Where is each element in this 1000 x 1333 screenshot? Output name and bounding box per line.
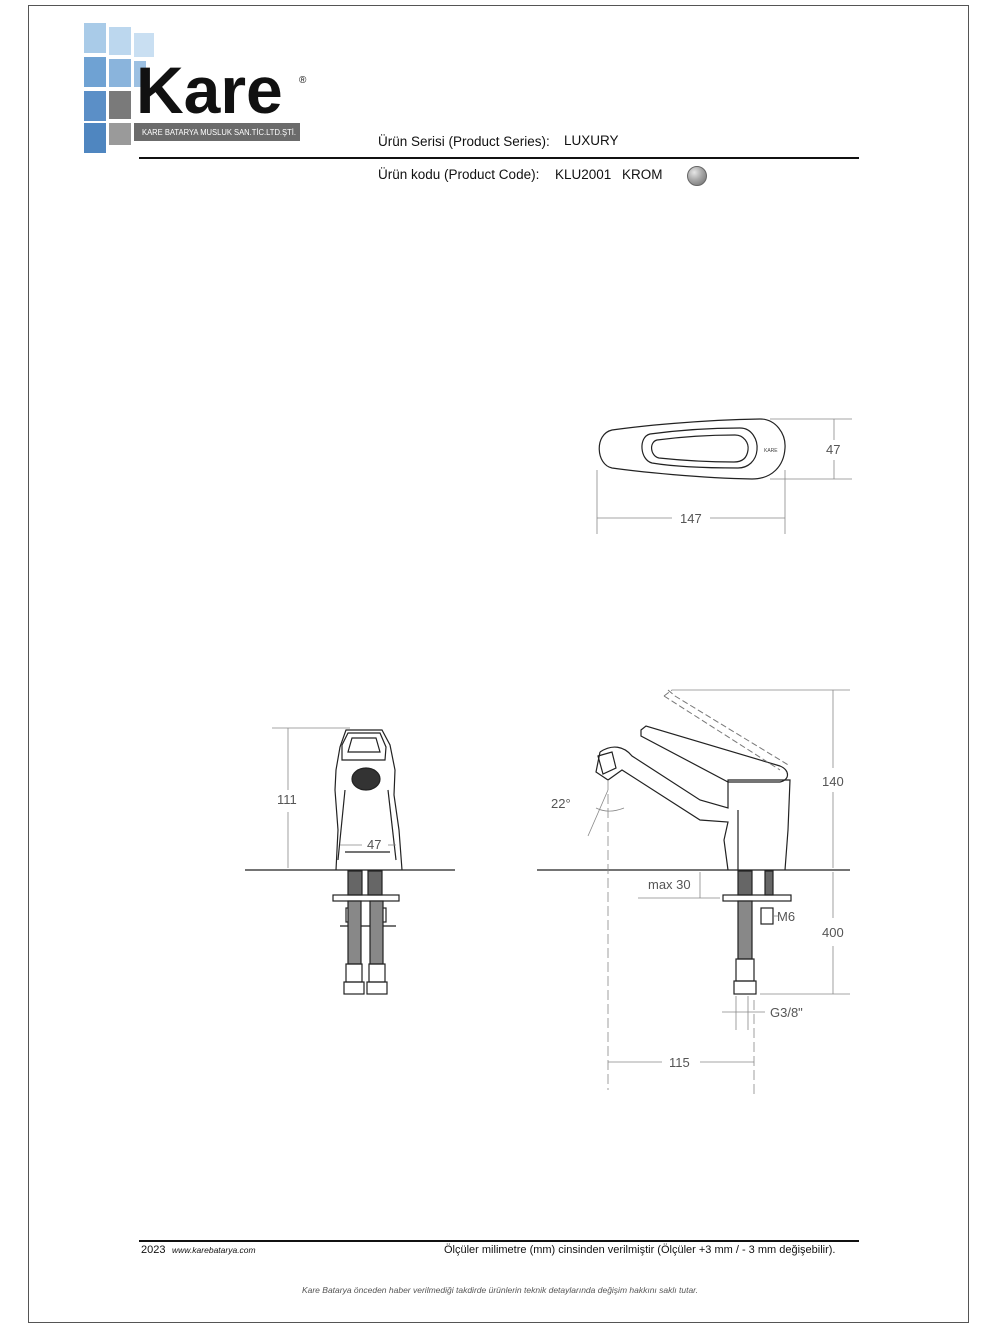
logo-wordmark: Kare bbox=[136, 53, 283, 127]
series-value: LUXURY bbox=[564, 133, 619, 148]
top-view-dims bbox=[597, 419, 852, 534]
dim-max-thickness: max 30 bbox=[648, 877, 691, 892]
dim-side-angle: 22° bbox=[551, 796, 571, 811]
finish-name: KROM bbox=[622, 167, 663, 182]
footer-rule bbox=[139, 1240, 859, 1242]
code-label: Ürün kodu (Product Code): bbox=[378, 167, 540, 182]
front-view bbox=[245, 730, 455, 994]
dim-front-base: 47 bbox=[367, 837, 382, 852]
dim-connection: G3/8" bbox=[770, 1005, 803, 1020]
dim-side-height: 140 bbox=[822, 774, 844, 789]
svg-text:KARE: KARE bbox=[764, 448, 778, 454]
side-view bbox=[537, 726, 850, 994]
footer-year: 2023 bbox=[141, 1244, 166, 1256]
series-label: Ürün Serisi (Product Series): bbox=[378, 134, 550, 149]
dim-hose-length: 400 bbox=[822, 925, 844, 940]
footer-disclaimer: Kare Batarya önceden haber verilmediği takdirde ürünlerin teknik detaylarında değişim hakkını saklı tutar. bbox=[301, 1285, 699, 1295]
logo-tagline: KARE BATARYA MUSLUK SAN.TİC.LTD.ŞTİ. bbox=[142, 128, 296, 137]
dim-bolt: M6 bbox=[777, 909, 796, 924]
footer-website: www.karebatarya.com bbox=[172, 1245, 256, 1255]
registered-mark: ® bbox=[299, 75, 307, 86]
code-value: KLU2001 bbox=[555, 167, 612, 182]
dim-reach: 115 bbox=[669, 1055, 690, 1070]
footer-measurement-note: Ölçüler milimetre (mm) cinsinden verilmiştir (Ölçüler +3 mm / - 3 mm değişebilir). bbox=[444, 1244, 836, 1256]
dim-front-height: 111 bbox=[277, 792, 297, 807]
dim-top-width: 47 bbox=[826, 442, 841, 457]
dim-top-length: 147 bbox=[680, 511, 702, 526]
top-view bbox=[599, 419, 785, 479]
